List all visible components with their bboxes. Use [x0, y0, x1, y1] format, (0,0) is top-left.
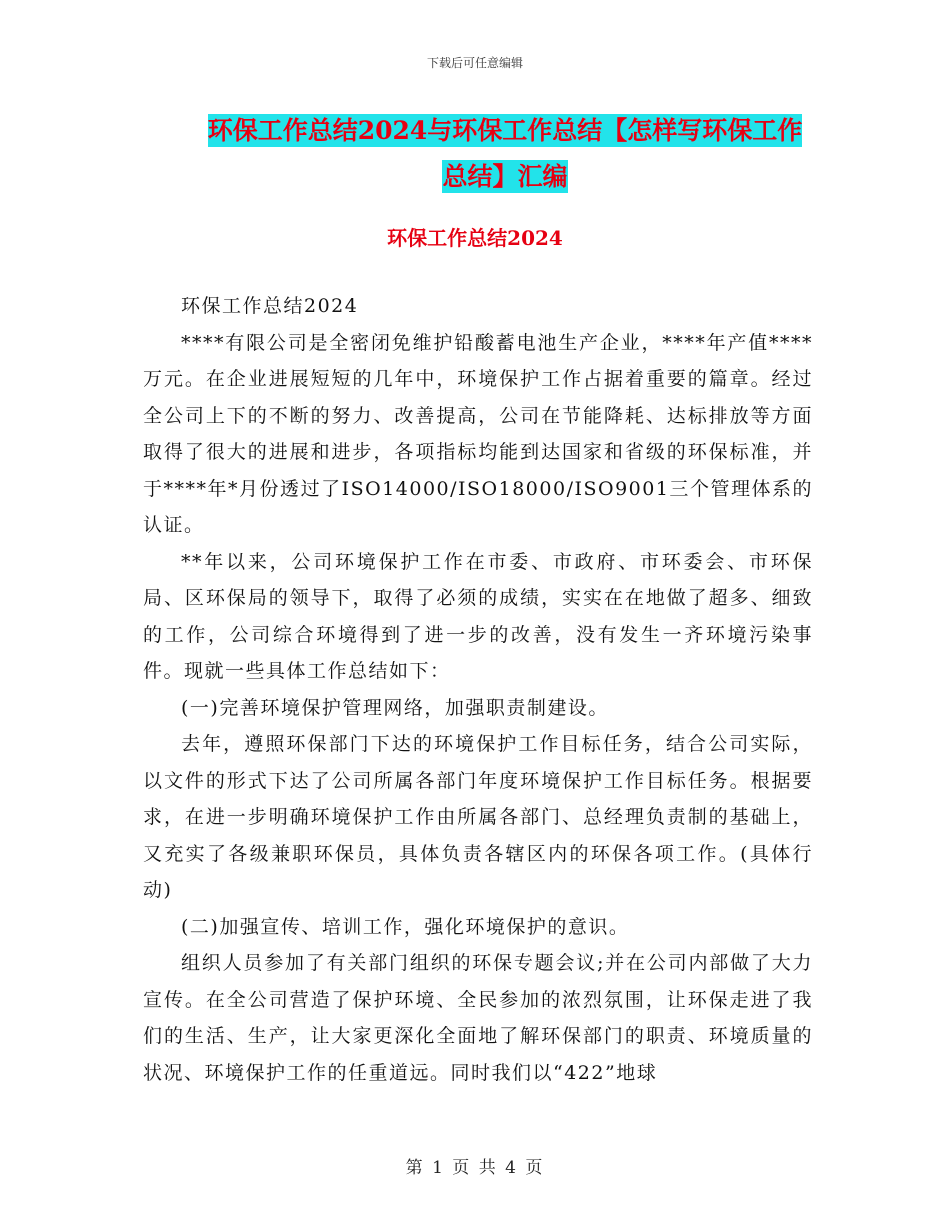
- body-paragraph: 组织人员参加了有关部门组织的环保专题会议;并在公司内部做了大力宣传。在全公司营造了保护环境、全民参加的浓烈氛围，让环保走进了我们的生活、生产，让大家更深化全面地了解环保部门的职责、环境质量的状况、环境保护工作的任重道远。同时我们以“422”地球: [143, 952, 813, 1084]
- body-paragraph: 环保工作总结2024: [181, 295, 359, 317]
- body-subheading: (二)加强宣传、培训工作，强化环境保护的意识。: [181, 915, 630, 938]
- body-subheading: (一)完善环境保护管理网络，加强职责制建设。: [181, 696, 609, 719]
- body-paragraph: 去年，遵照环保部门下达的环境保护工作目标任务，结合公司实际，以文件的形式下达了公司所属各部门年度环境保护工作目标任务。根据要求，在进一步明确环境保护工作由所属各部门、总经理负责制的基础上，又充实了各级兼职环保员，具体负责各辖区内的环保各项工作。(具体行动): [143, 733, 813, 901]
- body-paragraph: **年以来，公司环境保护工作在市委、市政府、市环委会、市环保局、区环保局的领导下，取得了必须的成绩，实实在在地做了超多、细致的工作，公司综合环境得到了进一步的改善，没有发生一齐环境污染事件。现就一些具体工作总结如下：: [143, 550, 813, 682]
- document-title-line-2: 总结】汇编: [442, 162, 568, 191]
- document-title: [185, 108, 825, 200]
- document-body: [143, 288, 813, 1091]
- document-title-line-1: 环保工作总结2024与环保工作总结【怎样写环保工作: [207, 116, 803, 145]
- body-paragraph: ****有限公司是全密闭免维护铅酸蓄电池生产企业，****年产值****万元。在企业进展短短的几年中，环境保护工作占据着重要的篇章。经过全公司上下的不断的努力、改善提高，公司在节能降耗、达标排放等方面取得了很大的进展和进步，各项指标均能到达国家和省级的环保标准，并于****年*月份透过了ISO14000/ISO18000/ISO9001三个管理体系的认证。: [143, 331, 813, 536]
- page-header-note: 下载后可任意编辑: [426, 56, 523, 70]
- section-title: 环保工作总结2024: [387, 226, 563, 250]
- page-number: 第 1 页 共 4 页: [405, 1158, 545, 1178]
